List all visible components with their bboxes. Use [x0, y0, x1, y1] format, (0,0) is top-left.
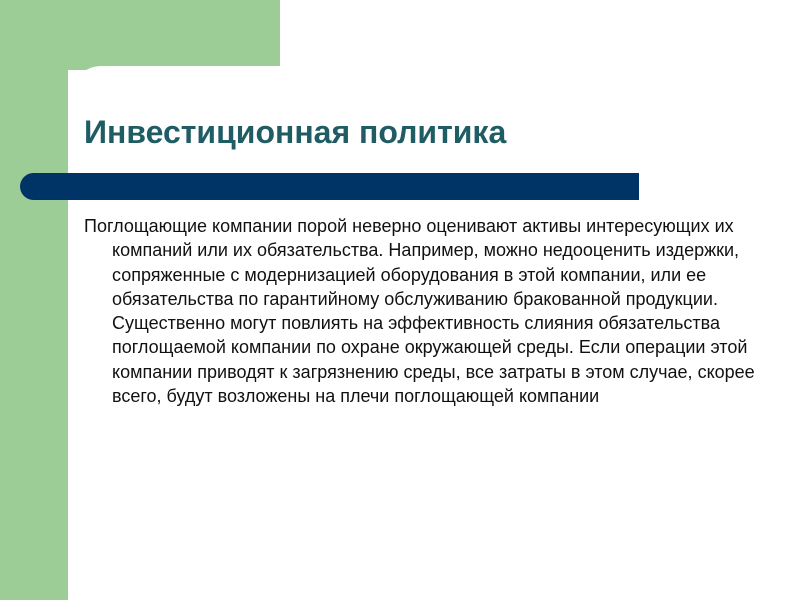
title-underline-bar — [20, 173, 639, 200]
green-decor-left — [0, 0, 68, 600]
slide-body-text: Поглощающие компании порой неверно оценивают активы интересующих их компаний или их обязательства. Например, можно недооценить издержки, сопряженные с модернизацией оборудования в этой компании, или ее обязательства по гарантийному обслуживанию бракованной продукции. Существенно могут повлиять на эффективность слияния обязательства поглощаемой компании по охране окружающей среды. Если операции этой компании приводят к загрязнению среды, все затраты в этом случае, скорее всего, будут возложены на плечи поглощающей компании — [84, 216, 755, 407]
slide-title: Инвестиционная политика — [84, 114, 507, 150]
